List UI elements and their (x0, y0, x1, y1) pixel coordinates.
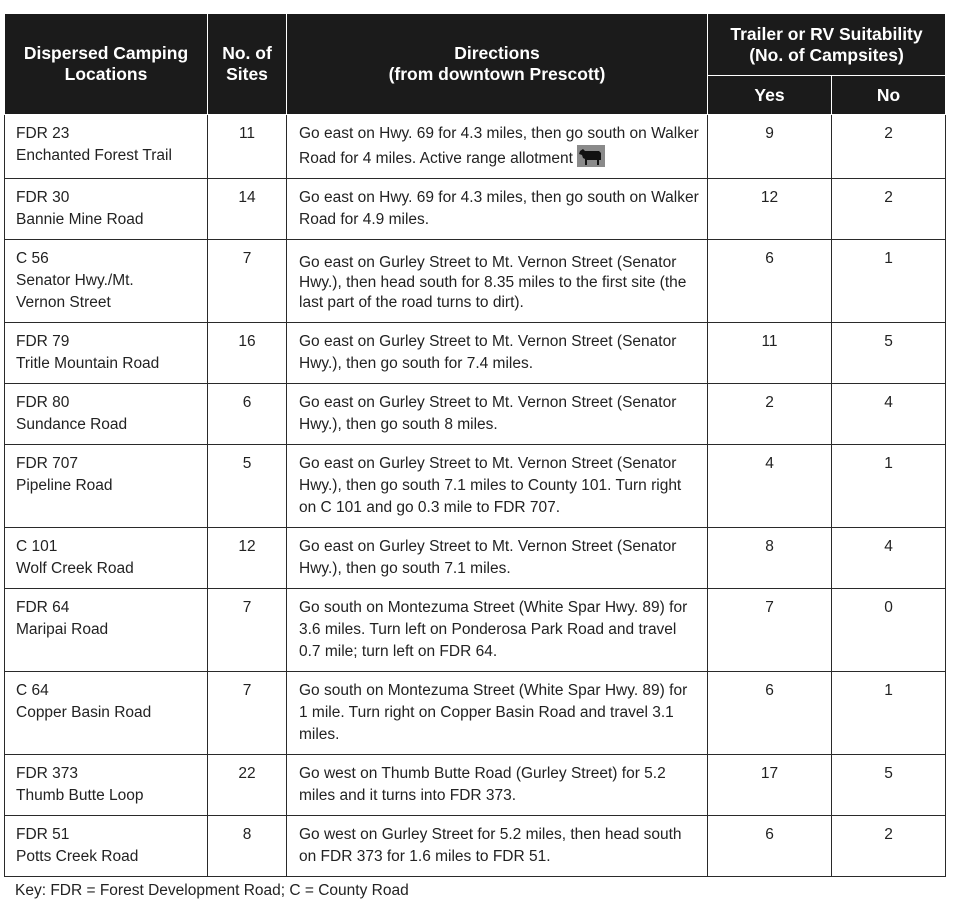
location-name: Maripai Road (16, 621, 109, 638)
yes-cell: 6 (708, 672, 832, 755)
header-suitability-subtitle: (No. of Campsites) (749, 44, 904, 65)
camping-table (4, 13, 946, 877)
location-code: C 64 (16, 682, 49, 699)
location-cell (5, 589, 208, 672)
header-directions (287, 14, 708, 115)
location-cell (5, 445, 208, 528)
location-name: Potts Creek Road (16, 848, 139, 865)
sites-cell: 5 (208, 445, 287, 528)
location-cell (5, 755, 208, 816)
header-directions-title: Directions (454, 43, 540, 63)
header-yes: Yes (708, 76, 832, 115)
table-row (5, 755, 946, 816)
yes-cell: 8 (708, 528, 832, 589)
directions-cell: Go west on Gurley Street for 5.2 miles, then head south on FDR 373 for 1.6 miles to FDR 51. (287, 816, 708, 877)
header-sites: No. of Sites (208, 14, 287, 115)
location-cell (5, 240, 208, 323)
table-row (5, 528, 946, 589)
header-suitability-title: Trailer or RV Suitability (730, 23, 923, 44)
location-code: FDR 51 (16, 826, 70, 843)
table-row (5, 672, 946, 755)
directions-cell: Go east on Gurley Street to Mt. Vernon Street (Senator Hwy.), then go south 7.1 miles. (287, 528, 708, 589)
header-directions-subtitle: (from downtown Prescott) (388, 64, 606, 84)
location-cell (5, 179, 208, 240)
location-code: FDR 373 (16, 765, 79, 782)
sites-cell: 14 (208, 179, 287, 240)
sites-cell: 16 (208, 323, 287, 384)
directions-text: Go east on Hwy. 69 for 4.3 miles, then go south on Walker Road for 4 miles. Active range allotment (299, 125, 699, 167)
location-name: Thumb Butte Loop (16, 787, 144, 804)
sites-cell: 8 (208, 816, 287, 877)
location-code: FDR 23 (16, 125, 70, 142)
location-name: Copper Basin Road (16, 704, 152, 721)
location-name: Sundance Road (16, 416, 128, 433)
yes-cell: 9 (708, 115, 832, 179)
directions-cell: Go east on Gurley Street to Mt. Vernon Street (Senator Hwy.), then go south for 7.4 miles. (287, 323, 708, 384)
directions-cell: Go south on Montezuma Street (White Spar Hwy. 89) for 3.6 miles. Turn left on Ponderosa Park Road and travel 0.7 mile; turn left on FDR 64. (287, 589, 708, 672)
sites-cell: 12 (208, 528, 287, 589)
directions-cell (287, 115, 708, 179)
no-cell: 1 (832, 445, 946, 528)
location-cell (5, 384, 208, 445)
location-name: Senator Hwy./Mt. Vernon Street (16, 272, 134, 311)
directions-cell: Go east on Hwy. 69 for 4.3 miles, then go south on Walker Road for 4.9 miles. (287, 179, 708, 240)
sites-cell: 7 (208, 589, 287, 672)
directions-cell: Go east on Gurley Street to Mt. Vernon Street (Senator Hwy.), then go south 7.1 miles to County 101. Turn right on C 101 and go 0.3 mile to FDR 707. (287, 445, 708, 528)
header-suitability (708, 14, 946, 76)
yes-cell: 17 (708, 755, 832, 816)
table-row (5, 323, 946, 384)
header-no: No (832, 76, 946, 115)
directions-cell: Go south on Montezuma Street (White Spar Hwy. 89) for 1 mile. Turn right on Copper Basin Road and travel 3.1 miles. (287, 672, 708, 755)
no-cell: 4 (832, 528, 946, 589)
yes-cell: 12 (708, 179, 832, 240)
sites-cell: 6 (208, 384, 287, 445)
yes-cell: 6 (708, 816, 832, 877)
table-row (5, 240, 946, 323)
table-row (5, 816, 946, 877)
location-name: Wolf Creek Road (16, 560, 134, 577)
yes-cell: 7 (708, 589, 832, 672)
header-location: Dispersed Camping Locations (5, 14, 208, 115)
location-cell (5, 115, 208, 179)
no-cell: 2 (832, 179, 946, 240)
table-row (5, 589, 946, 672)
directions-cell: Go east on Gurley Street to Mt. Vernon Street (Senator Hwy.), then head south for 8.35 miles to the first site (the last part of the road turns to dirt). (287, 240, 708, 323)
no-cell: 2 (832, 115, 946, 179)
yes-cell: 2 (708, 384, 832, 445)
no-cell: 1 (832, 672, 946, 755)
sites-cell: 22 (208, 755, 287, 816)
no-cell: 2 (832, 816, 946, 877)
location-code: FDR 30 (16, 189, 70, 206)
location-code: FDR 707 (16, 455, 79, 472)
location-name: Tritle Mountain Road (16, 355, 160, 372)
directions-cell: Go west on Thumb Butte Road (Gurley Street) for 5.2 miles and it turns into FDR 373. (287, 755, 708, 816)
table-key: Key: FDR = Forest Development Road; C = County Road (15, 882, 409, 899)
yes-cell: 11 (708, 323, 832, 384)
no-cell: 5 (832, 755, 946, 816)
location-cell (5, 323, 208, 384)
directions-cell: Go east on Gurley Street to Mt. Vernon Street (Senator Hwy.), then go south 8 miles. (287, 384, 708, 445)
location-code: C 56 (16, 250, 49, 267)
table-row (5, 179, 946, 240)
yes-cell: 4 (708, 445, 832, 528)
location-name: Bannie Mine Road (16, 211, 144, 228)
cow-icon (577, 145, 605, 167)
sites-cell: 7 (208, 672, 287, 755)
location-cell (5, 528, 208, 589)
no-cell: 0 (832, 589, 946, 672)
no-cell: 5 (832, 323, 946, 384)
sites-cell: 11 (208, 115, 287, 179)
no-cell: 1 (832, 240, 946, 323)
location-code: FDR 64 (16, 599, 70, 616)
location-cell (5, 672, 208, 755)
table-row (5, 115, 946, 179)
yes-cell: 6 (708, 240, 832, 323)
location-code: C 101 (16, 538, 58, 555)
sites-cell: 7 (208, 240, 287, 323)
location-code: FDR 79 (16, 333, 70, 350)
location-name: Pipeline Road (16, 477, 113, 494)
location-cell (5, 816, 208, 877)
location-code: FDR 80 (16, 394, 70, 411)
table-row (5, 445, 946, 528)
table-row (5, 384, 946, 445)
camping-table-container (4, 13, 945, 877)
no-cell: 4 (832, 384, 946, 445)
location-name: Enchanted Forest Trail (16, 147, 172, 164)
